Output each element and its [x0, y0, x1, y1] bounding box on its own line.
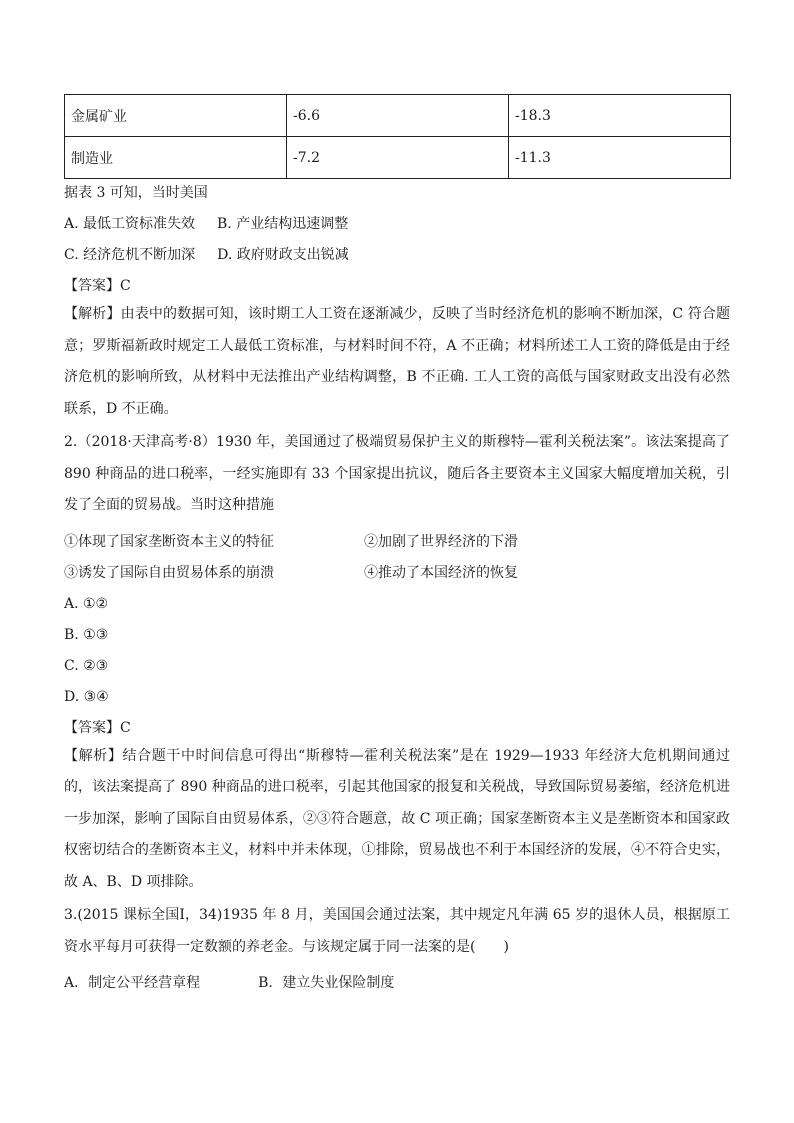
- table-cell: -11.3: [509, 137, 731, 179]
- q2-option-b: B. ①③: [64, 626, 109, 643]
- q2-statements-row2: [64, 563, 730, 584]
- q1-analysis-label: 【解析】: [64, 306, 121, 322]
- table-row: [65, 95, 731, 137]
- q2-analysis: [64, 741, 730, 899]
- q1-analysis: [64, 299, 730, 425]
- q3-options-row1: [64, 973, 730, 994]
- q1-options-row1: [64, 214, 730, 235]
- q1-option-d: D. 政府财政支出锐减: [217, 247, 349, 263]
- q2-answer: 【答案】C: [64, 719, 131, 736]
- q2-statement-2: ②加剧了世界经济的下滑: [364, 533, 518, 550]
- q1-analysis-text: 由表中的数据可知，该时期工人工资在逐渐减少，反映了当时经济危机的影响不断加深，C 符合题意；罗斯福新政时规定工人最低工资标准，与材料时间不符，A 不正确；材料所述工人工资的降低是由于经济危机的影响所致，从材料中无法推出产业结构调整，B 不正确. 工人工资的高低与国家财政支出没有必然联系，D 不正确。: [64, 306, 730, 417]
- q2-option-d: D. ③④: [64, 688, 109, 705]
- q2-statement-1: ①体现了国家垄断资本主义的特征: [64, 533, 274, 550]
- q1-answer: 【答案】C: [64, 278, 131, 294]
- q2-statement-3: ③诱发了国际自由贸易体系的崩溃: [64, 564, 274, 581]
- q3-stem: 3.(2015 课标全国Ⅰ，34)1935 年 8 月，美国国会通过法案，其中规定凡年满 65 岁的退休人员，根据原工资水平每月可获得一定数额的养老金。与该规定属于同一法案的是( ): [64, 907, 730, 955]
- table-row: [65, 137, 731, 179]
- document-page: [64, 94, 730, 994]
- q2-analysis-label: 【解析】: [64, 747, 123, 764]
- q3-option-b: B．建立失业保险制度: [258, 975, 395, 991]
- q3-option-a: A．制定公平经营章程: [64, 975, 201, 991]
- q2-statement-4: ④推动了本国经济的恢复: [364, 564, 518, 581]
- q2-analysis-text: 结合题干中时间信息可得出“斯穆特—霍利关税法案”是在 1929—1933 年经济大危机期间通过的，该法案提高了 890 种商品的进口税率，引起其他国家的报复和关税战，导致国际贸易萎缩，经济危机进一步加深，影响了国际自由贸易体系，②③符合题意，故 C 项正确；国家垄断资本主义是垄断资本和国家政权密切结合的垄断资本主义，材料中并未体现，①排除，贸易战也不利于本国经济的发展，④不符合史实，故 A、B、D 项排除。: [64, 747, 730, 890]
- q2-stem: 2.（2018·天津高考·8）1930 年，美国通过了极端贸易保护主义的斯穆特—霍利关税法案”。该法案提高了 890 种商品的进口税率，一经实施即有 33 个国家提出抗议，随后各主要资本主义国家大幅度增加关税，引发了全面的贸易战。当时这种措施: [64, 434, 730, 513]
- table-cell: 制造业: [65, 137, 287, 179]
- table-cell: -7.2: [287, 137, 509, 179]
- q1-option-c: C. 经济危机不断加深: [64, 247, 196, 263]
- q1-stem: 据表 3 可知，当时美国: [64, 185, 208, 201]
- q1-option-a: A. 最低工资标准失效: [64, 216, 196, 232]
- q1-options-row2: [64, 245, 730, 266]
- table-cell: 金属矿业: [65, 95, 287, 137]
- table-cell: -18.3: [509, 95, 731, 137]
- q2-option-a: A. ①②: [64, 595, 109, 612]
- q2-statements-row1: [64, 532, 730, 553]
- wage-table: [64, 94, 731, 179]
- q1-option-b: B. 产业结构迅速调整: [217, 216, 349, 232]
- q2-option-c: C. ②③: [64, 657, 109, 674]
- table-cell: -6.6: [287, 95, 509, 137]
